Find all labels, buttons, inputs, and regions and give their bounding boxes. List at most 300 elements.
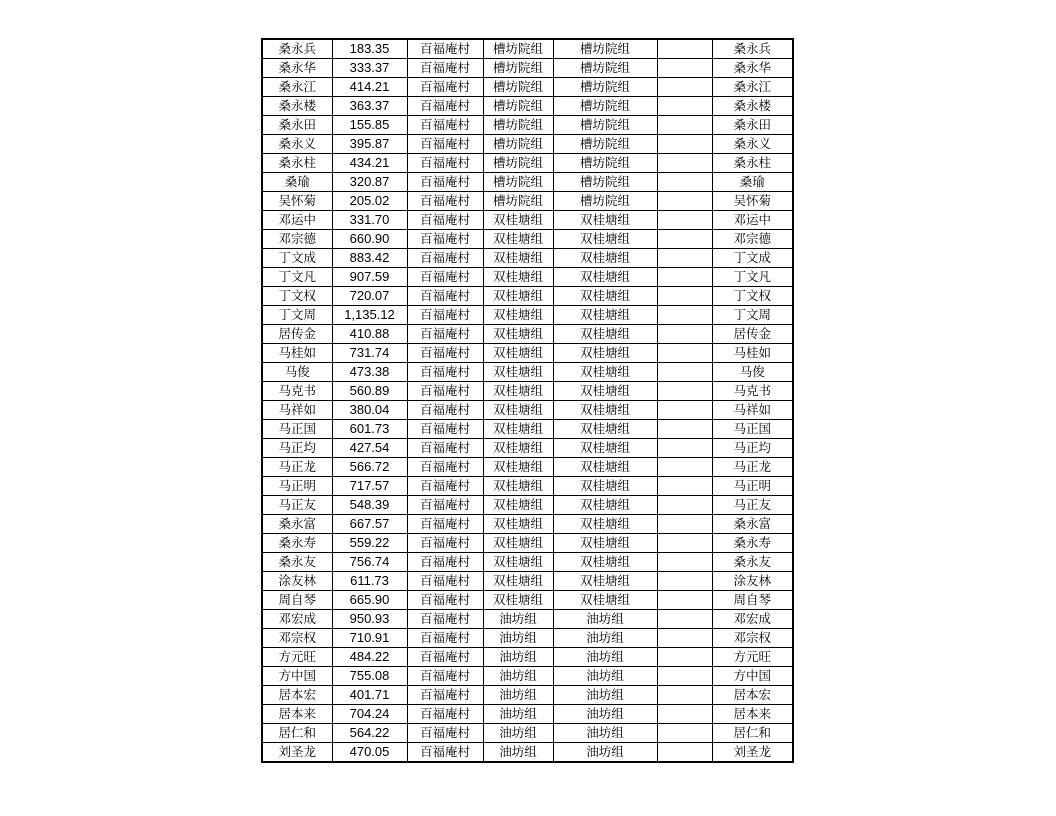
table-row [262, 344, 793, 363]
name-cell-2: 方中国 [712, 667, 793, 686]
village-cell: 百福庵村 [407, 173, 483, 192]
amount-cell: 560.89 [332, 382, 407, 401]
blank-cell [657, 724, 712, 743]
group-cell: 槽坊院组 [483, 154, 553, 173]
blank-cell [657, 230, 712, 249]
blank-cell [657, 705, 712, 724]
group-cell-2: 槽坊院组 [553, 59, 657, 78]
group-cell: 双桂塘组 [483, 325, 553, 344]
group-cell: 油坊组 [483, 743, 553, 763]
name-cell-2: 丁文成 [712, 249, 793, 268]
blank-cell [657, 572, 712, 591]
village-cell: 百福庵村 [407, 724, 483, 743]
name-cell: 吴怀菊 [262, 192, 332, 211]
village-cell: 百福庵村 [407, 382, 483, 401]
amount-cell: 427.54 [332, 439, 407, 458]
amount-cell: 756.74 [332, 553, 407, 572]
blank-cell [657, 515, 712, 534]
group-cell-2: 双桂塘组 [553, 439, 657, 458]
group-cell-2: 油坊组 [553, 686, 657, 705]
amount-cell: 1,135.12 [332, 306, 407, 325]
group-cell-2: 油坊组 [553, 629, 657, 648]
group-cell: 双桂塘组 [483, 306, 553, 325]
group-cell-2: 双桂塘组 [553, 534, 657, 553]
amount-cell: 395.87 [332, 135, 407, 154]
name-cell: 居本来 [262, 705, 332, 724]
table-row [262, 363, 793, 382]
group-cell-2: 双桂塘组 [553, 515, 657, 534]
blank-cell [657, 458, 712, 477]
name-cell: 丁文权 [262, 287, 332, 306]
village-cell: 百福庵村 [407, 477, 483, 496]
name-cell-2: 涂友林 [712, 572, 793, 591]
group-cell: 双桂塘组 [483, 211, 553, 230]
village-cell: 百福庵村 [407, 344, 483, 363]
amount-cell: 484.22 [332, 648, 407, 667]
village-cell: 百福庵村 [407, 78, 483, 97]
amount-cell: 564.22 [332, 724, 407, 743]
table-row [262, 496, 793, 515]
group-cell: 槽坊院组 [483, 97, 553, 116]
name-cell-2: 马正均 [712, 439, 793, 458]
blank-cell [657, 192, 712, 211]
village-cell: 百福庵村 [407, 230, 483, 249]
name-cell: 丁文周 [262, 306, 332, 325]
blank-cell [657, 173, 712, 192]
table-row [262, 458, 793, 477]
table-row [262, 705, 793, 724]
group-cell-2: 槽坊院组 [553, 173, 657, 192]
group-cell-2: 双桂塘组 [553, 591, 657, 610]
village-cell: 百福庵村 [407, 401, 483, 420]
name-cell: 刘圣龙 [262, 743, 332, 763]
village-cell: 百福庵村 [407, 458, 483, 477]
data-table [261, 38, 794, 763]
amount-cell: 331.70 [332, 211, 407, 230]
group-cell-2: 油坊组 [553, 743, 657, 763]
amount-cell: 548.39 [332, 496, 407, 515]
group-cell: 槽坊院组 [483, 59, 553, 78]
group-cell-2: 油坊组 [553, 667, 657, 686]
village-cell: 百福庵村 [407, 59, 483, 78]
amount-cell: 320.87 [332, 173, 407, 192]
table-row [262, 743, 793, 763]
name-cell-2: 居传金 [712, 325, 793, 344]
amount-cell: 717.57 [332, 477, 407, 496]
name-cell-2: 桑永友 [712, 553, 793, 572]
blank-cell [657, 325, 712, 344]
blank-cell [657, 553, 712, 572]
village-cell: 百福庵村 [407, 496, 483, 515]
group-cell-2: 双桂塘组 [553, 401, 657, 420]
amount-cell: 155.85 [332, 116, 407, 135]
name-cell: 马桂如 [262, 344, 332, 363]
table-row [262, 325, 793, 344]
group-cell: 槽坊院组 [483, 78, 553, 97]
amount-cell: 559.22 [332, 534, 407, 553]
blank-cell [657, 591, 712, 610]
name-cell: 马正均 [262, 439, 332, 458]
amount-cell: 710.91 [332, 629, 407, 648]
name-cell: 马正国 [262, 420, 332, 439]
name-cell: 桑瑜 [262, 173, 332, 192]
name-cell: 邓宗德 [262, 230, 332, 249]
amount-cell: 410.88 [332, 325, 407, 344]
name-cell: 邓宗权 [262, 629, 332, 648]
village-cell: 百福庵村 [407, 686, 483, 705]
table-row [262, 173, 793, 192]
group-cell: 双桂塘组 [483, 401, 553, 420]
table-row [262, 553, 793, 572]
group-cell: 槽坊院组 [483, 116, 553, 135]
group-cell: 油坊组 [483, 667, 553, 686]
table-row [262, 382, 793, 401]
amount-cell: 731.74 [332, 344, 407, 363]
amount-cell: 883.42 [332, 249, 407, 268]
group-cell: 双桂塘组 [483, 458, 553, 477]
group-cell: 双桂塘组 [483, 534, 553, 553]
group-cell-2: 槽坊院组 [553, 39, 657, 59]
name-cell-2: 桑永义 [712, 135, 793, 154]
village-cell: 百福庵村 [407, 515, 483, 534]
blank-cell [657, 39, 712, 59]
blank-cell [657, 496, 712, 515]
name-cell-2: 桑永华 [712, 59, 793, 78]
amount-cell: 601.73 [332, 420, 407, 439]
name-cell: 桑永寿 [262, 534, 332, 553]
name-cell: 桑永楼 [262, 97, 332, 116]
name-cell: 桑永兵 [262, 39, 332, 59]
blank-cell [657, 154, 712, 173]
name-cell-2: 邓宏成 [712, 610, 793, 629]
group-cell: 油坊组 [483, 648, 553, 667]
name-cell: 居传金 [262, 325, 332, 344]
group-cell: 双桂塘组 [483, 287, 553, 306]
amount-cell: 611.73 [332, 572, 407, 591]
name-cell: 邓运中 [262, 211, 332, 230]
name-cell-2: 桑永寿 [712, 534, 793, 553]
blank-cell [657, 648, 712, 667]
group-cell: 双桂塘组 [483, 382, 553, 401]
name-cell-2: 马克书 [712, 382, 793, 401]
amount-cell: 414.21 [332, 78, 407, 97]
group-cell-2: 双桂塘组 [553, 496, 657, 515]
name-cell-2: 马正龙 [712, 458, 793, 477]
group-cell: 油坊组 [483, 629, 553, 648]
table-body [262, 39, 793, 762]
table-row [262, 686, 793, 705]
group-cell-2: 双桂塘组 [553, 211, 657, 230]
group-cell: 双桂塘组 [483, 553, 553, 572]
name-cell-2: 桑永田 [712, 116, 793, 135]
group-cell-2: 油坊组 [553, 724, 657, 743]
group-cell-2: 双桂塘组 [553, 572, 657, 591]
blank-cell [657, 401, 712, 420]
blank-cell [657, 439, 712, 458]
group-cell-2: 双桂塘组 [553, 287, 657, 306]
name-cell-2: 桑永柱 [712, 154, 793, 173]
name-cell: 马正明 [262, 477, 332, 496]
name-cell-2: 马正国 [712, 420, 793, 439]
table-row [262, 534, 793, 553]
name-cell: 桑永富 [262, 515, 332, 534]
table-row [262, 667, 793, 686]
name-cell: 涂友林 [262, 572, 332, 591]
village-cell: 百福庵村 [407, 116, 483, 135]
name-cell-2: 桑永楼 [712, 97, 793, 116]
blank-cell [657, 420, 712, 439]
table-row [262, 211, 793, 230]
name-cell-2: 马俊 [712, 363, 793, 382]
village-cell: 百福庵村 [407, 39, 483, 59]
table-row [262, 306, 793, 325]
table-row [262, 192, 793, 211]
name-cell: 丁文凡 [262, 268, 332, 287]
name-cell: 居仁和 [262, 724, 332, 743]
name-cell: 桑永义 [262, 135, 332, 154]
amount-cell: 183.35 [332, 39, 407, 59]
blank-cell [657, 382, 712, 401]
group-cell-2: 双桂塘组 [553, 249, 657, 268]
name-cell: 马正友 [262, 496, 332, 515]
name-cell-2: 丁文凡 [712, 268, 793, 287]
village-cell: 百福庵村 [407, 135, 483, 154]
name-cell: 马克书 [262, 382, 332, 401]
group-cell: 双桂塘组 [483, 496, 553, 515]
blank-cell [657, 59, 712, 78]
group-cell: 槽坊院组 [483, 173, 553, 192]
group-cell: 双桂塘组 [483, 344, 553, 363]
table-row [262, 59, 793, 78]
table-row [262, 439, 793, 458]
group-cell: 双桂塘组 [483, 591, 553, 610]
group-cell-2: 双桂塘组 [553, 230, 657, 249]
group-cell-2: 双桂塘组 [553, 420, 657, 439]
village-cell: 百福庵村 [407, 648, 483, 667]
village-cell: 百福庵村 [407, 553, 483, 572]
group-cell-2: 槽坊院组 [553, 97, 657, 116]
group-cell: 双桂塘组 [483, 439, 553, 458]
village-cell: 百福庵村 [407, 743, 483, 763]
village-cell: 百福庵村 [407, 420, 483, 439]
amount-cell: 660.90 [332, 230, 407, 249]
name-cell-2: 周自琴 [712, 591, 793, 610]
name-cell-2: 方元旺 [712, 648, 793, 667]
blank-cell [657, 534, 712, 553]
name-cell-2: 桑永富 [712, 515, 793, 534]
group-cell-2: 双桂塘组 [553, 458, 657, 477]
blank-cell [657, 78, 712, 97]
village-cell: 百福庵村 [407, 439, 483, 458]
group-cell: 油坊组 [483, 610, 553, 629]
table-row [262, 420, 793, 439]
name-cell: 周自琴 [262, 591, 332, 610]
name-cell: 桑永友 [262, 553, 332, 572]
village-cell: 百福庵村 [407, 287, 483, 306]
table-row [262, 648, 793, 667]
amount-cell: 363.37 [332, 97, 407, 116]
group-cell-2: 双桂塘组 [553, 382, 657, 401]
table-row [262, 39, 793, 59]
name-cell-2: 马祥如 [712, 401, 793, 420]
amount-cell: 950.93 [332, 610, 407, 629]
blank-cell [657, 477, 712, 496]
blank-cell [657, 686, 712, 705]
amount-cell: 704.24 [332, 705, 407, 724]
table-row [262, 287, 793, 306]
name-cell-2: 桑瑜 [712, 173, 793, 192]
group-cell-2: 槽坊院组 [553, 78, 657, 97]
table-row [262, 401, 793, 420]
name-cell-2: 吴怀菊 [712, 192, 793, 211]
amount-cell: 473.38 [332, 363, 407, 382]
amount-cell: 755.08 [332, 667, 407, 686]
amount-cell: 205.02 [332, 192, 407, 211]
blank-cell [657, 610, 712, 629]
group-cell: 油坊组 [483, 686, 553, 705]
group-cell: 槽坊院组 [483, 135, 553, 154]
amount-cell: 434.21 [332, 154, 407, 173]
village-cell: 百福庵村 [407, 325, 483, 344]
table-row [262, 154, 793, 173]
name-cell-2: 马正友 [712, 496, 793, 515]
village-cell: 百福庵村 [407, 306, 483, 325]
table-row [262, 268, 793, 287]
name-cell-2: 马正明 [712, 477, 793, 496]
table-row [262, 477, 793, 496]
table-row [262, 629, 793, 648]
group-cell: 双桂塘组 [483, 572, 553, 591]
amount-cell: 720.07 [332, 287, 407, 306]
blank-cell [657, 629, 712, 648]
amount-cell: 665.90 [332, 591, 407, 610]
village-cell: 百福庵村 [407, 610, 483, 629]
table-row [262, 116, 793, 135]
group-cell-2: 油坊组 [553, 705, 657, 724]
group-cell: 双桂塘组 [483, 515, 553, 534]
group-cell: 双桂塘组 [483, 477, 553, 496]
table-row [262, 97, 793, 116]
table-row [262, 249, 793, 268]
table-row [262, 135, 793, 154]
name-cell-2: 居本宏 [712, 686, 793, 705]
name-cell: 桑永田 [262, 116, 332, 135]
blank-cell [657, 249, 712, 268]
table-row [262, 610, 793, 629]
blank-cell [657, 363, 712, 382]
group-cell-2: 双桂塘组 [553, 306, 657, 325]
blank-cell [657, 116, 712, 135]
group-cell: 双桂塘组 [483, 249, 553, 268]
name-cell: 方中国 [262, 667, 332, 686]
group-cell: 油坊组 [483, 724, 553, 743]
group-cell: 槽坊院组 [483, 192, 553, 211]
blank-cell [657, 344, 712, 363]
village-cell: 百福庵村 [407, 211, 483, 230]
group-cell-2: 双桂塘组 [553, 363, 657, 382]
group-cell-2: 槽坊院组 [553, 154, 657, 173]
blank-cell [657, 135, 712, 154]
blank-cell [657, 287, 712, 306]
village-cell: 百福庵村 [407, 591, 483, 610]
village-cell: 百福庵村 [407, 192, 483, 211]
name-cell: 丁文成 [262, 249, 332, 268]
name-cell-2: 刘圣龙 [712, 743, 793, 763]
group-cell: 双桂塘组 [483, 230, 553, 249]
name-cell-2: 桑永江 [712, 78, 793, 97]
village-cell: 百福庵村 [407, 249, 483, 268]
village-cell: 百福庵村 [407, 667, 483, 686]
name-cell: 桑永华 [262, 59, 332, 78]
amount-cell: 907.59 [332, 268, 407, 287]
group-cell-2: 油坊组 [553, 648, 657, 667]
amount-cell: 470.05 [332, 743, 407, 763]
name-cell: 马祥如 [262, 401, 332, 420]
village-cell: 百福庵村 [407, 572, 483, 591]
amount-cell: 566.72 [332, 458, 407, 477]
name-cell-2: 邓宗德 [712, 230, 793, 249]
village-cell: 百福庵村 [407, 97, 483, 116]
blank-cell [657, 667, 712, 686]
group-cell: 双桂塘组 [483, 420, 553, 439]
group-cell-2: 双桂塘组 [553, 553, 657, 572]
village-cell: 百福庵村 [407, 154, 483, 173]
group-cell: 油坊组 [483, 705, 553, 724]
village-cell: 百福庵村 [407, 705, 483, 724]
group-cell: 双桂塘组 [483, 268, 553, 287]
amount-cell: 401.71 [332, 686, 407, 705]
village-cell: 百福庵村 [407, 268, 483, 287]
name-cell-2: 丁文周 [712, 306, 793, 325]
village-cell: 百福庵村 [407, 363, 483, 382]
table-row [262, 591, 793, 610]
name-cell-2: 居仁和 [712, 724, 793, 743]
group-cell-2: 双桂塘组 [553, 344, 657, 363]
name-cell-2: 居本来 [712, 705, 793, 724]
name-cell-2: 邓运中 [712, 211, 793, 230]
blank-cell [657, 211, 712, 230]
group-cell-2: 槽坊院组 [553, 116, 657, 135]
name-cell: 桑永江 [262, 78, 332, 97]
group-cell-2: 双桂塘组 [553, 477, 657, 496]
group-cell-2: 槽坊院组 [553, 192, 657, 211]
table-row [262, 78, 793, 97]
table-row [262, 572, 793, 591]
blank-cell [657, 268, 712, 287]
amount-cell: 667.57 [332, 515, 407, 534]
group-cell-2: 油坊组 [553, 610, 657, 629]
name-cell: 邓宏成 [262, 610, 332, 629]
name-cell-2: 邓宗权 [712, 629, 793, 648]
blank-cell [657, 743, 712, 763]
name-cell: 马俊 [262, 363, 332, 382]
name-cell-2: 马桂如 [712, 344, 793, 363]
group-cell-2: 槽坊院组 [553, 135, 657, 154]
village-cell: 百福庵村 [407, 629, 483, 648]
blank-cell [657, 97, 712, 116]
name-cell-2: 丁文权 [712, 287, 793, 306]
village-cell: 百福庵村 [407, 534, 483, 553]
table-row [262, 724, 793, 743]
name-cell: 马正龙 [262, 458, 332, 477]
name-cell: 方元旺 [262, 648, 332, 667]
amount-cell: 380.04 [332, 401, 407, 420]
blank-cell [657, 306, 712, 325]
group-cell: 槽坊院组 [483, 39, 553, 59]
amount-cell: 333.37 [332, 59, 407, 78]
table-row [262, 230, 793, 249]
table-row [262, 515, 793, 534]
